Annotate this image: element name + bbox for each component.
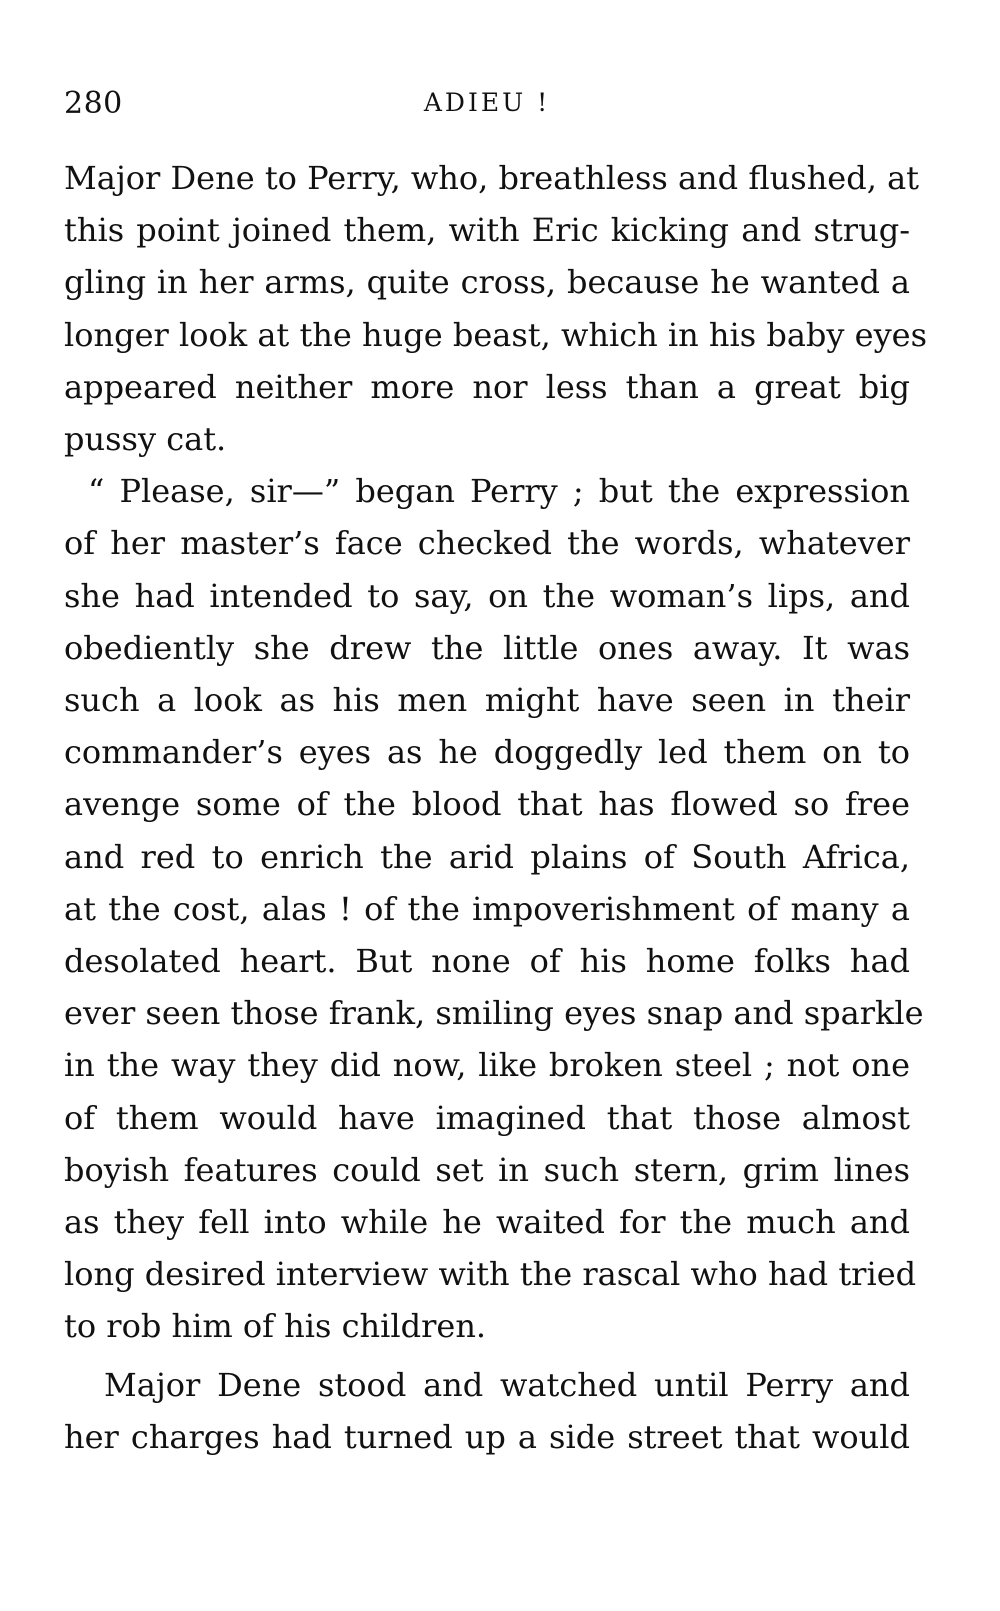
text-line: avenge some of the blood that has flowed so free [64,785,910,824]
text-line: boyish features could set in such stern, grim lines [64,1150,910,1189]
text-line: to rob him of his children. [64,1307,487,1346]
text-line: appeared neither more nor less than a great big [64,367,910,406]
text-line: Major Dene stood and watched until Perry and [104,1365,910,1404]
paragraph-continued [64,152,928,465]
text-line: “ Please, sir—” began Perry ; but the expression [88,472,910,511]
text-line: she had intended to say, on the woman’s lips, and [64,576,910,615]
text-line: commander’s eyes as he doggedly led them on to [64,733,910,772]
text-line: and red to enrich the arid plains of South Africa, [64,837,910,876]
text-line: Major Dene to Perry, who, breathless and flushed, at [64,159,919,197]
text-line: long desired interview with the rascal who had tried [64,1255,917,1294]
paragraph [64,465,910,517]
text-line: obediently she drew the little ones away. It was [64,628,910,667]
text-line: longer look at the huge beast, which in his baby eyes [64,315,928,354]
text-line: gling in her arms, quite cross, because he wanted a [64,263,910,302]
text-line: ever seen those frank, smiling eyes snap and sparkle [64,994,924,1033]
text-line: of them would have imagined that those almost [64,1098,910,1137]
body-text [64,152,928,1463]
text-line: desolated heart. But none of his home folks had [64,942,910,981]
paragraph-body [64,517,924,1352]
paragraph [64,1359,910,1411]
chapter-title: ADIEU ! [423,88,551,117]
page-number: 280 [64,86,123,121]
text-line: her charges had turned up a side street that would [64,1417,910,1456]
text-line: at the cost, alas ! of the impoverishment of many a [64,889,910,928]
text-line: in the way they did now, like broken steel ; not one [64,1046,910,1085]
text-line: as they fell into while he waited for the much and [64,1203,910,1242]
text-line: this point joined them, with Eric kicking and strug- [64,211,910,250]
text-line: such a look as his men might have seen in their [64,681,910,720]
running-head [64,86,910,126]
text-line: of her master’s face checked the words, whatever [64,524,910,563]
paragraph-body [64,1411,910,1463]
text-line: pussy cat. [64,420,227,459]
